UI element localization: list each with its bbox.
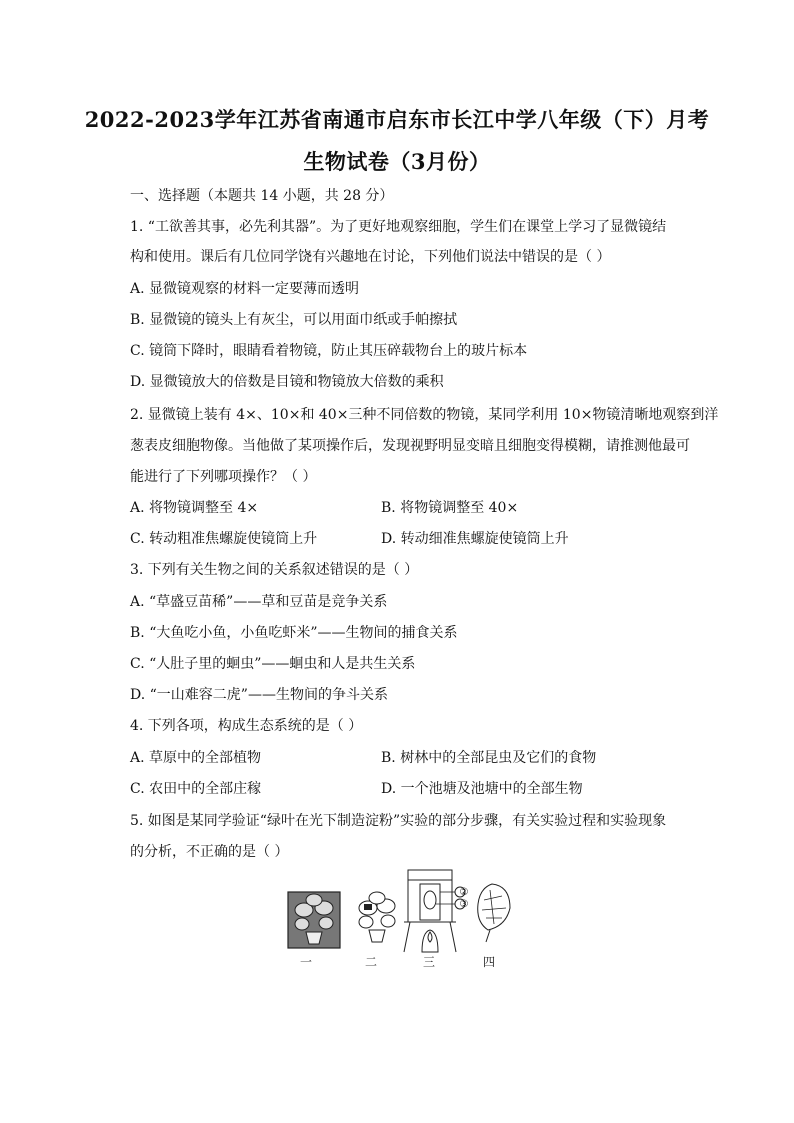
q2-stem-line1: 2. 显微镜上装有 4×、10×和 40×三种不同倍数的物镜，某同学利用 10×物镜清晰地观察到洋: [130, 407, 719, 423]
q1-stem-line1: 1. “工欲善其事，必先利其器”。为了更好地观察细胞，学生们在课堂上学习了显微镜结: [130, 219, 667, 235]
fig-marker-3: ③: [459, 899, 469, 910]
step1-dark-plant-icon: [288, 892, 340, 948]
q1-option-a: A. 显微镜观察的材料一定要薄而透明: [130, 281, 360, 297]
q1-stem-line2: 构和使用。课后有几位同学饶有兴趣地在讨论，下列他们说法中错误的是（ ）: [130, 249, 611, 265]
q2-option-d: D. 转动细准焦螺旋使镜筒上升: [381, 531, 569, 547]
q3-option-c: C. “人肚子里的蛔虫”——蛔虫和人是共生关系: [130, 656, 416, 672]
q5-stem-line1: 5. 如图是某同学验证“绿叶在光下制造淀粉”实验的部分步骤，有关实验过程和实验现象: [130, 813, 667, 829]
q3-option-a: A. “草盛豆苗稀”——草和豆苗是竞争关系: [130, 594, 388, 610]
q2-option-c: C. 转动粗准焦螺旋使镜筒上升: [130, 531, 318, 547]
exam-title-line1: 2022-2023学年江苏省南通市启东市长江中学八年级（下）月考: [84, 107, 710, 132]
exam-title-line2: 生物试卷（3月份）: [303, 149, 491, 174]
q4-option-b: B. 树林中的全部昆虫及它们的食物: [381, 750, 597, 766]
q3-option-d: D. “一山难容二虎”——生物间的争斗关系: [130, 687, 388, 703]
fig-marker-2: ②: [459, 887, 469, 898]
fig-label-1: 一: [299, 955, 312, 969]
q2-stem-line3: 能进行了下列哪项操作？（ ）: [130, 469, 317, 485]
q3-stem: 3. 下列有关生物之间的关系叙述错误的是（ ）: [130, 562, 419, 578]
fig-label-3: 三: [422, 955, 435, 969]
section-heading: 一、选择题（本题共 14 小题，共 28 分）: [130, 188, 394, 204]
step4-leaf-icon: [478, 884, 510, 942]
fig-label-2: 二: [364, 955, 377, 969]
q2-option-a: A. 将物镜调整至 4×: [130, 500, 259, 516]
q1-option-d: D. 显微镜放大的倍数是目镜和物镜放大倍数的乘积: [130, 374, 444, 390]
q4-stem: 4. 下列各项，构成生态系统的是（ ）: [130, 718, 363, 734]
q1-option-b: B. 显微镜的镜头上有灰尘，可以用面巾纸或手帕擦拭: [130, 312, 458, 328]
q4-option-c: C. 农田中的全部庄稼: [130, 781, 262, 797]
q3-option-b: B. “大鱼吃小鱼，小鱼吃虾米”——生物间的捕食关系: [130, 625, 458, 641]
q2-option-b: B. 将物镜调整至 40×: [381, 500, 519, 516]
q4-option-d: D. 一个池塘及池塘中的全部生物: [381, 781, 583, 797]
q2-stem-line2: 葱表皮细胞物像。当他做了某项操作后，发现视野明显变暗且细胞变得模糊，请推测他最可: [130, 438, 690, 454]
step3-beaker-heating-icon: [404, 870, 465, 952]
q4-option-a: A. 草原中的全部植物: [130, 750, 262, 766]
fig-label-4: 四: [482, 955, 495, 969]
q1-option-c: C. 镜筒下降时，眼睛看着物镜，防止其压碎载物台上的玻片标本: [130, 343, 528, 359]
q5-stem-line2: 的分析，不正确的是（ ）: [130, 844, 289, 860]
step2-plant-icon: [359, 892, 395, 942]
